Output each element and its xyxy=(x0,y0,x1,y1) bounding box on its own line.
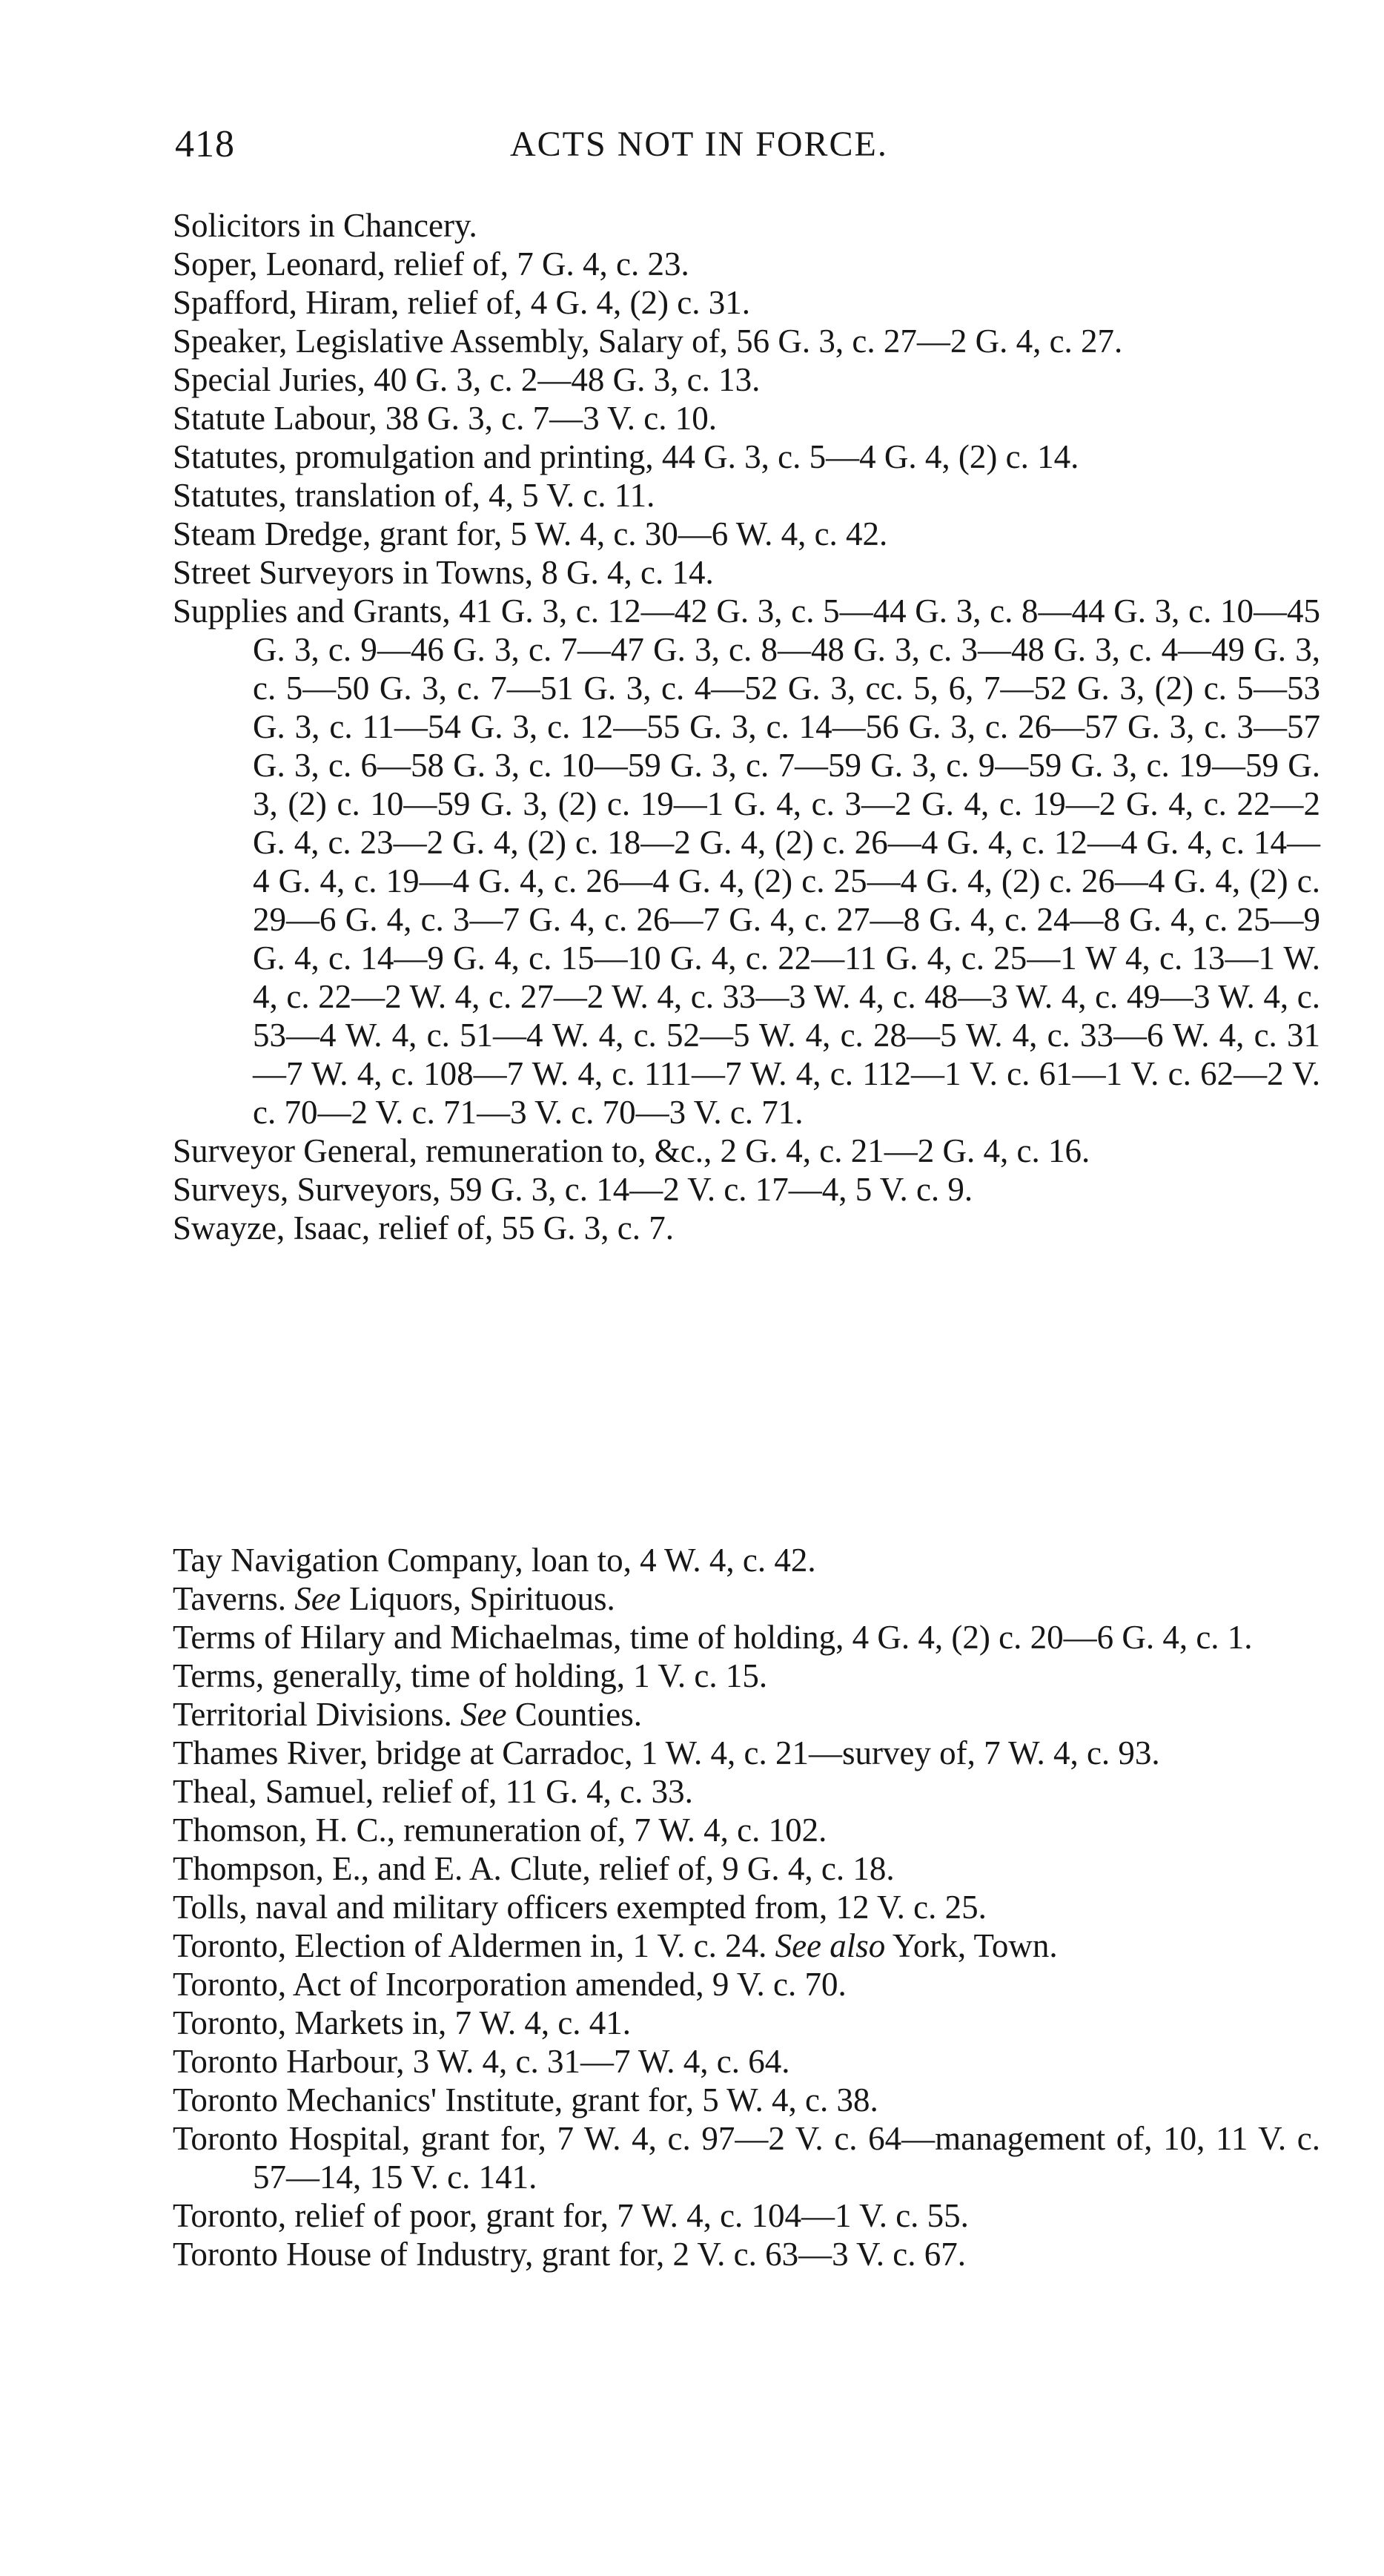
entry-text: Spafford, Hiram, relief of, 4 G. 4, (2) c. 31. xyxy=(173,284,750,321)
entry-text: Street Surveyors in Towns, 8 G. 4, c. 14. xyxy=(173,554,714,591)
entry-text: Toronto Hospital, grant for, 7 W. 4, c. 97—2 V. c. 64—management of, 10, 11 V. c. 57—14, 15 V. c. 141. xyxy=(173,2120,1320,2196)
index-section-t xyxy=(173,1541,1320,2273)
entry-text: Surveyor General, remuneration to, &c., 2 G. 4, c. 21—2 G. 4, c. 16. xyxy=(173,1132,1090,1169)
entry-text: Toronto, Election of Aldermen in, 1 V. c. 24. xyxy=(173,1927,767,1964)
index-entry xyxy=(173,1734,1320,1772)
index-entry xyxy=(173,2081,1320,2119)
index-entry xyxy=(173,322,1320,360)
entry-text: Terms, generally, time of holding, 1 V. c. 15. xyxy=(173,1657,768,1694)
index-entry xyxy=(173,1811,1320,1849)
index-entry xyxy=(173,2004,1320,2042)
page-header xyxy=(175,122,1317,174)
index-entry xyxy=(173,1657,1320,1695)
entry-text: Thames River, bridge at Carradoc, 1 W. 4, c. 21—survey of, 7 W. 4, c. 93. xyxy=(173,1734,1160,1771)
entry-text: Taverns. xyxy=(173,1580,287,1617)
entry-text: Solicitors in Chancery. xyxy=(173,207,477,244)
index-entry xyxy=(173,360,1320,399)
index-entry xyxy=(173,1772,1320,1811)
index-entry xyxy=(173,1132,1320,1170)
entry-text: Special Juries, 40 G. 3, c. 2—48 G. 3, c. 13. xyxy=(173,361,761,398)
index-entry xyxy=(173,245,1320,283)
entry-text: Statutes, promulgation and printing, 44 G. 3, c. 5—4 G. 4, (2) c. 14. xyxy=(173,438,1079,475)
see-reference: See xyxy=(294,1580,341,1617)
index-entry xyxy=(173,1209,1320,1247)
see-target: Counties. xyxy=(514,1696,643,1733)
index-entry xyxy=(173,515,1320,553)
entry-text: Toronto, relief of poor, grant for, 7 W. 4, c. 104—1 V. c. 55. xyxy=(173,2197,969,2234)
entry-text: Toronto House of Industry, grant for, 2 V. c. 63—3 V. c. 67. xyxy=(173,2236,966,2273)
see-target: Liquors, Spirituous. xyxy=(349,1580,615,1617)
index-entry xyxy=(173,1888,1320,1926)
index-entry xyxy=(173,553,1320,592)
index-entry xyxy=(173,206,1320,245)
entry-text: Theal, Samuel, relief of, 11 G. 4, c. 33. xyxy=(173,1773,693,1810)
entry-text: Supplies and Grants, 41 G. 3, c. 12—42 G. 3, c. 5—44 G. 3, c. 8—44 G. 3, c. 10—45 G. 3, c. 9—46 G. 3, c. 7—47 G. 3, c. 8—48 G. 3, c. 3—48 G. 3, c. 4—49 G. 3, c. 5—50 G. 3, c. 7—51 G. 3, c. 4—52 G. 3, cc. 5, 6, 7—52 G. 3, (2) c. 5—53 G. 3, c. 11—54 G. 3, c. 12—55 G. 3, c. 14—56 G. 3, c. 26—57 G. 3, c. 3—57 G. 3, c. 6—58 G. 3, c. 10—59 G. 3, c. 7—59 G. 3, c. 9—59 G. 3, c. 19—59 G. 3, (2) c. 10—59 G. 3, (2) c. 19—1 G. 4, c. 3—2 G. 4, c. 19—2 G. 4, c. 22—2 G. 4, c. 23—2 G. 4, (2) c. 18—2 G. 4, (2) c. 26—4 G. 4, c. 12—4 G. 4, c. 14—4 G. 4, c. 19—4 G. 4, c. 26—4 G. 4, (2) c. 25—4 G. 4, (2) c. 26—4 G. 4, (2) c. 29—6 G. 4, c. 3—7 G. 4, c. 26—7 G. 4, c. 27—8 G. 4, c. 24—8 G. 4, c. 25—9 G. 4, c. 14—9 G. 4, c. 15—10 G. 4, c. 22—11 G. 4, c. 25—1 W 4, c. 13—1 W. 4, c. 22—2 W. 4, c. 27—2 W. 4, c. 33—3 W. 4, c. 48—3 W. 4, c. 49—3 W. 4, c. 53—4 W. 4, c. 51—4 W. 4, c. 52—5 W. 4, c. 28—5 W. 4, c. 33—6 W. 4, c. 31—7 W. 4, c. 108—7 W. 4, c. 111—7 W. 4, c. 112—1 V. c. 61—1 V. c. 62—2 V. c. 70—2 V. c. 71—3 V. c. 70—3 V. c. 71. xyxy=(173,592,1320,1131)
page-number: 418 xyxy=(175,123,235,165)
index-section-s xyxy=(173,206,1320,1247)
entry-text: Steam Dredge, grant for, 5 W. 4, c. 30—6 W. 4, c. 42. xyxy=(173,515,888,552)
entry-text: Territorial Divisions. xyxy=(173,1696,452,1733)
see-reference: See xyxy=(460,1696,507,1733)
entry-text: Toronto Harbour, 3 W. 4, c. 31—7 W. 4, c. 64. xyxy=(173,2043,790,2080)
index-entry xyxy=(173,1926,1320,1965)
see-reference: See also xyxy=(775,1927,886,1964)
index-entry xyxy=(173,1695,1320,1734)
index-entry xyxy=(173,1618,1320,1657)
index-entry xyxy=(173,2196,1320,2235)
entry-text: Surveys, Surveyors, 59 G. 3, c. 14—2 V. c. 17—4, 5 V. c. 9. xyxy=(173,1171,973,1208)
running-title: ACTS NOT IN FORCE. xyxy=(510,125,888,164)
entry-text: Toronto, Markets in, 7 W. 4, c. 41. xyxy=(173,2004,632,2041)
entry-text: Thomson, H. C., remuneration of, 7 W. 4, c. 102. xyxy=(173,1812,827,1849)
index-entry xyxy=(173,1579,1320,1618)
entry-text: Swayze, Isaac, relief of, 55 G. 3, c. 7. xyxy=(173,1209,674,1246)
index-entry xyxy=(173,1965,1320,2004)
entry-text: Toronto, Act of Incorporation amended, 9 V. c. 70. xyxy=(173,1966,847,2003)
entry-text: Speaker, Legislative Assembly, Salary of, 56 G. 3, c. 27—2 G. 4, c. 27. xyxy=(173,323,1123,360)
entry-text: Thompson, E., and E. A. Clute, relief of, 9 G. 4, c. 18. xyxy=(173,1850,895,1887)
index-entry xyxy=(173,1541,1320,1579)
entry-text: Statute Labour, 38 G. 3, c. 7—3 V. c. 10. xyxy=(173,400,717,437)
index-entry xyxy=(173,2235,1320,2273)
entry-text: Terms of Hilary and Michaelmas, time of holding, 4 G. 4, (2) c. 20—6 G. 4, c. 1. xyxy=(173,1619,1253,1656)
index-entry xyxy=(173,2119,1320,2196)
entry-text: Statutes, translation of, 4, 5 V. c. 11. xyxy=(173,477,655,514)
index-entry xyxy=(173,1170,1320,1209)
index-entry xyxy=(173,399,1320,437)
entry-text: Tolls, naval and military officers exempted from, 12 V. c. 25. xyxy=(173,1889,987,1926)
entry-text: Soper, Leonard, relief of, 7 G. 4, c. 23. xyxy=(173,245,689,283)
index-entry xyxy=(173,1849,1320,1888)
see-target: York, Town. xyxy=(892,1927,1058,1964)
index-entry xyxy=(173,592,1320,1132)
entry-text: Toronto Mechanics' Institute, grant for, 5 W. 4, c. 38. xyxy=(173,2081,878,2118)
index-entry xyxy=(173,437,1320,476)
index-entry xyxy=(173,283,1320,322)
entry-text: Tay Navigation Company, loan to, 4 W. 4, c. 42. xyxy=(173,1542,816,1579)
index-entry xyxy=(173,2042,1320,2081)
index-entry xyxy=(173,476,1320,515)
